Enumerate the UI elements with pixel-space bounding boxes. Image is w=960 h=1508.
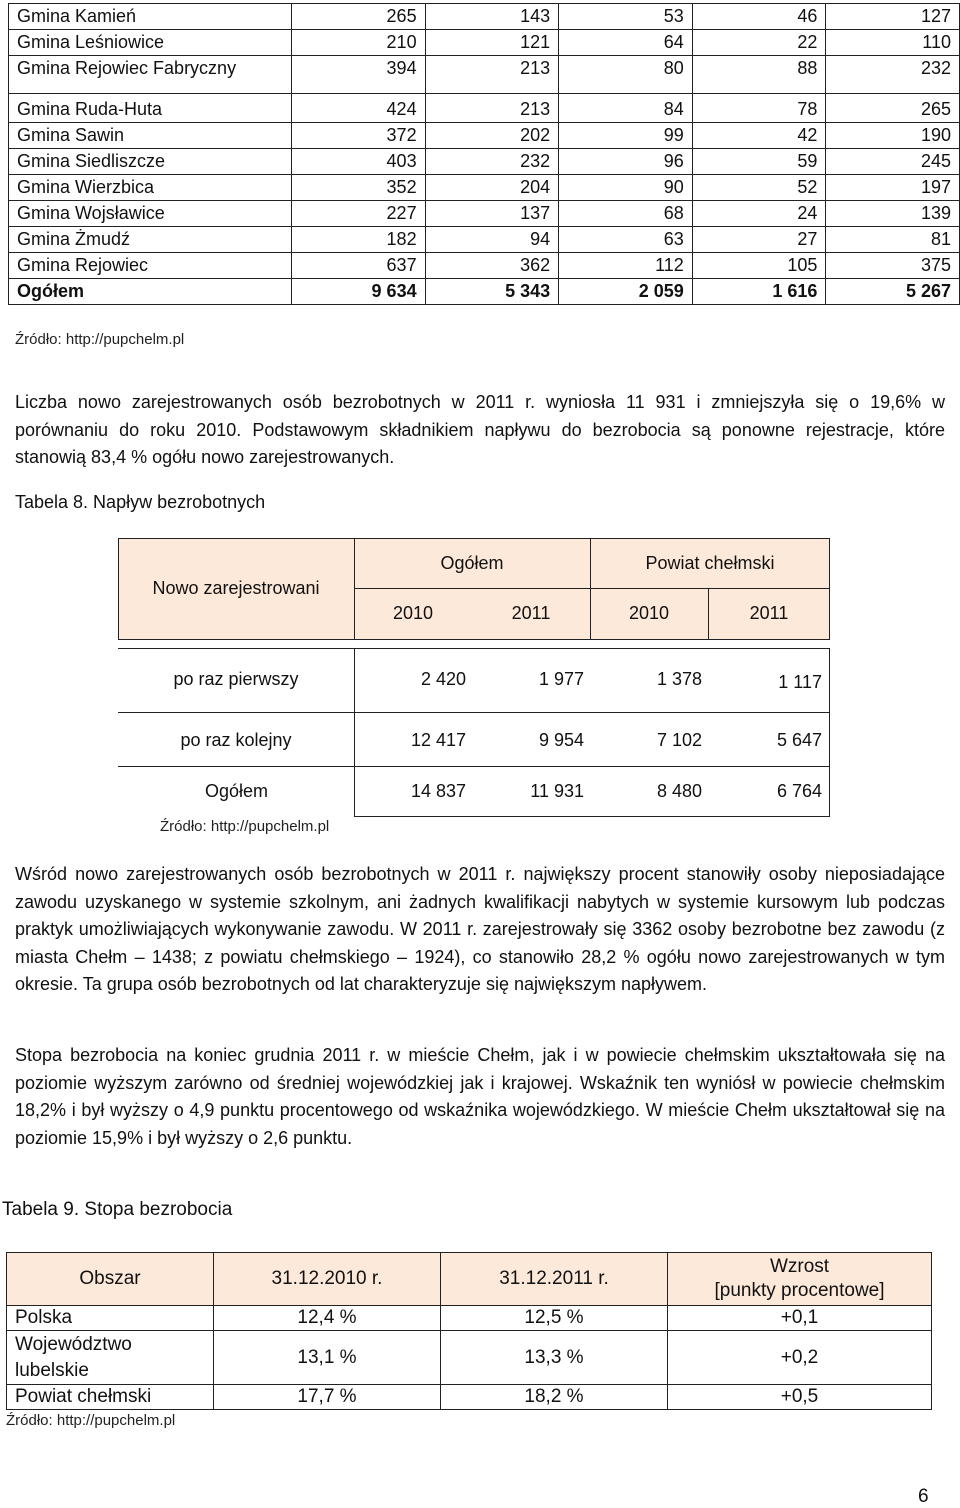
paragraph-unemployment-rate: Stopa bezrobocia na koniec grudnia 2011 r. w mieście Chełm, jak i w powiecie chełmskim ukształtowała się na poziomie wyższym zarówno od średniej wojewódzkiej jak i krajowej. Wskaźnik ten wyniósł w powiecie chełmskim 18,2% i był wyższy o 4,9 punktu procentowego od wskaźnika wojewódzkiego. W mieście Chełm ukształtował się na poziomie 15,9% i był wyższy o 2,6 punktu. [15, 1045, 945, 1148]
table-cell: 110 [826, 30, 960, 56]
table-cell: 2 420 [420, 668, 466, 689]
table-cell: 12,4 % [214, 1306, 441, 1331]
table-cell: 1 117 [778, 671, 822, 692]
table-cell: +0,2 [668, 1331, 932, 1385]
table-cell: 352 [292, 175, 426, 201]
table-cell: 202 [425, 123, 559, 149]
table-cell: 7 102 [656, 729, 702, 750]
table-total-row [9, 279, 960, 305]
table-cell: 17,7 % [214, 1385, 441, 1410]
area-name: Województwo lubelskie [7, 1331, 214, 1385]
table-cell: 182 [292, 227, 426, 253]
table-cell: 232 [425, 149, 559, 175]
table-cell: 232 [826, 56, 960, 94]
year-header: 2010 [628, 603, 670, 623]
table-cell: 24 [692, 201, 826, 227]
table-border [118, 648, 830, 649]
table-row [7, 1306, 932, 1331]
table-cell: 90 [559, 175, 693, 201]
table-cell: 96 [559, 149, 693, 175]
gmina-name: Ogółem [9, 279, 292, 305]
table-cell: 12,5 % [441, 1306, 668, 1331]
table-cell: 5 343 [425, 279, 559, 305]
table-cell: 637 [292, 253, 426, 279]
table-cell: 46 [692, 4, 826, 30]
table-cell: 59 [692, 149, 826, 175]
gmina-name: Gmina Wierzbica [9, 175, 292, 201]
table-cell: 5 647 [776, 729, 822, 750]
table-row [9, 175, 960, 201]
table-cell: 88 [692, 56, 826, 94]
table-cell: 372 [292, 123, 426, 149]
table-cell: 265 [292, 4, 426, 30]
paragraph-new-registrations: Liczba nowo zarejestrowanych osób bezrobotnych w 2011 r. wyniosła 11 931 i zmniejszyła się o 19,6% w porównaniu do roku 2010. Podstawowym składnikiem napływu do bezrobocia są ponowne rejestracje, które stanowią 83,4 % ogółu nowo zarejestrowanych. [15, 392, 945, 467]
table-cell: 42 [692, 123, 826, 149]
column-header: Obszar [7, 1253, 214, 1306]
source-note: Źródło: http://pupchelm.pl [6, 1412, 176, 1429]
table-cell: 190 [826, 123, 960, 149]
table-row [7, 1385, 932, 1410]
table-cell: 143 [425, 4, 559, 30]
table-border [354, 816, 830, 817]
table-cell: 22 [692, 30, 826, 56]
column-header-line: Wzrost [769, 1256, 830, 1277]
inflow-table [118, 538, 830, 825]
gmina-name: Gmina Żmudź [9, 227, 292, 253]
table-border [118, 639, 830, 640]
table-border [829, 648, 830, 816]
table-border [354, 588, 830, 589]
table-border [118, 766, 830, 767]
table-cell: 210 [292, 30, 426, 56]
table-row [9, 201, 960, 227]
table-row [9, 253, 960, 279]
paragraph-no-profession: Wśród nowo zarejestrowanych osób bezrobotnych w 2011 r. największy procent stanowiły osoby nieposiadające zawodu uzyskanego w systemie szkolnym, ani żadnych kwalifikacji nabytych w systemie kursowym lub podczas praktyk umożliwiających wykonywanie zawodu. W 2011 r. zarejestrowały się 3362 osoby bezrobotne bez zawodu (z miasta Chełm – 1438; z powiatu chełmskiego – 1924), co stanowiło 28,2 % ogółu nowo zarejestrowanych w tym okresie. Ta grupa osób bezrobotnych od lat charakteryzuje się największym napływem. [15, 864, 945, 994]
table-cell: 81 [826, 227, 960, 253]
table8-caption: Tabela 8. Napływ bezrobotnych [15, 492, 266, 512]
table-cell: 1 616 [692, 279, 826, 305]
table-border [354, 648, 355, 816]
column-header [668, 1253, 932, 1306]
table-cell: 403 [292, 149, 426, 175]
column-header-line: [punkty procentowe] [714, 1280, 885, 1301]
table-border [118, 538, 119, 639]
table-cell: 13,1 % [214, 1331, 441, 1385]
table-cell: 245 [826, 149, 960, 175]
source-note: Źródło: http://pupchelm.pl [160, 818, 330, 835]
table-cell: 9 634 [292, 279, 426, 305]
group-header-powiat: Powiat chełmski [645, 552, 775, 573]
gmina-name: Gmina Leśniowice [9, 30, 292, 56]
table-cell: 2 059 [559, 279, 693, 305]
table-cell: +0,1 [668, 1306, 932, 1331]
table-cell: 94 [425, 227, 559, 253]
table-cell: 213 [425, 56, 559, 94]
year-header: 2011 [749, 603, 789, 623]
table-cell: 394 [292, 56, 426, 94]
table-cell: 375 [826, 253, 960, 279]
table-row [9, 227, 960, 253]
gmina-name: Gmina Rejowiec [9, 253, 292, 279]
table-border [354, 538, 355, 639]
gmina-name: Gmina Sawin [9, 123, 292, 149]
table-cell: 8 480 [656, 780, 702, 801]
gmina-name: Gmina Wojsławice [9, 201, 292, 227]
page-number: 6 [918, 1486, 929, 1507]
table-cell: 80 [559, 56, 693, 94]
column-header: 31.12.2011 r. [441, 1253, 668, 1306]
table-cell: 197 [826, 175, 960, 201]
gmina-name: Gmina Ruda-Huta [9, 94, 292, 123]
table-cell: 9 954 [538, 729, 584, 750]
table9-caption: Tabela 9. Stopa bezrobocia [2, 1199, 233, 1220]
table-cell: 14 837 [410, 780, 466, 801]
table-border [118, 538, 830, 539]
table-cell: 112 [559, 253, 693, 279]
gmina-name: Gmina Rejowiec Fabryczny [9, 56, 292, 94]
gmina-name: Gmina Kamień [9, 4, 292, 30]
table-cell: +0,5 [668, 1385, 932, 1410]
table-cell: 78 [692, 94, 826, 123]
table-row [9, 149, 960, 175]
source-note: Źródło: http://pupchelm.pl [15, 331, 185, 348]
table-cell: 121 [425, 30, 559, 56]
table-cell: 12 417 [410, 729, 466, 750]
table-cell: 424 [292, 94, 426, 123]
table-cell: 127 [826, 4, 960, 30]
row-header-label: Nowo zarejestrowani [152, 578, 320, 598]
table-header-row [7, 1253, 932, 1306]
table-cell: 53 [559, 4, 693, 30]
table-cell: 105 [692, 253, 826, 279]
table-cell: 63 [559, 227, 693, 253]
table-border [118, 712, 830, 713]
table-cell: 68 [559, 201, 693, 227]
table-row [9, 94, 960, 123]
area-name: Polska [7, 1306, 214, 1331]
table-cell: 5 267 [826, 279, 960, 305]
table-border [829, 538, 830, 639]
area-name: Powiat chełmski [7, 1385, 214, 1410]
row-label: po raz kolejny [180, 729, 292, 750]
table-cell: 84 [559, 94, 693, 123]
unemployment-rate-table [6, 1252, 932, 1410]
table-cell: 204 [425, 175, 559, 201]
table-row [9, 4, 960, 30]
table-cell: 1 378 [656, 668, 702, 689]
year-header: 2010 [392, 603, 434, 623]
gmina-name: Gmina Siedliszcze [9, 149, 292, 175]
table-border [590, 538, 591, 639]
table-cell: 6 764 [776, 780, 822, 801]
table-cell: 137 [425, 201, 559, 227]
group-header-total: Ogółem [440, 552, 504, 573]
row-label: Ogółem [204, 780, 268, 801]
table-cell: 362 [425, 253, 559, 279]
table-cell: 18,2 % [441, 1385, 668, 1410]
gminy-table [8, 3, 960, 305]
year-header: 2011 [511, 603, 551, 623]
table-cell: 11 931 [530, 780, 584, 801]
row-label: po raz pierwszy [173, 668, 299, 689]
table-row [9, 30, 960, 56]
table-cell: 265 [826, 94, 960, 123]
table-row [7, 1331, 932, 1385]
table-cell: 1 977 [538, 668, 584, 689]
column-header: 31.12.2010 r. [214, 1253, 441, 1306]
table-cell: 52 [692, 175, 826, 201]
table-cell: 213 [425, 94, 559, 123]
table-cell: 64 [559, 30, 693, 56]
table-cell: 227 [292, 201, 426, 227]
table-cell: 27 [692, 227, 826, 253]
table-cell: 99 [559, 123, 693, 149]
table-row [9, 56, 960, 94]
table-cell: 139 [826, 201, 960, 227]
table-row [9, 123, 960, 149]
table-cell: 13,3 % [441, 1331, 668, 1385]
table-border [708, 588, 709, 639]
